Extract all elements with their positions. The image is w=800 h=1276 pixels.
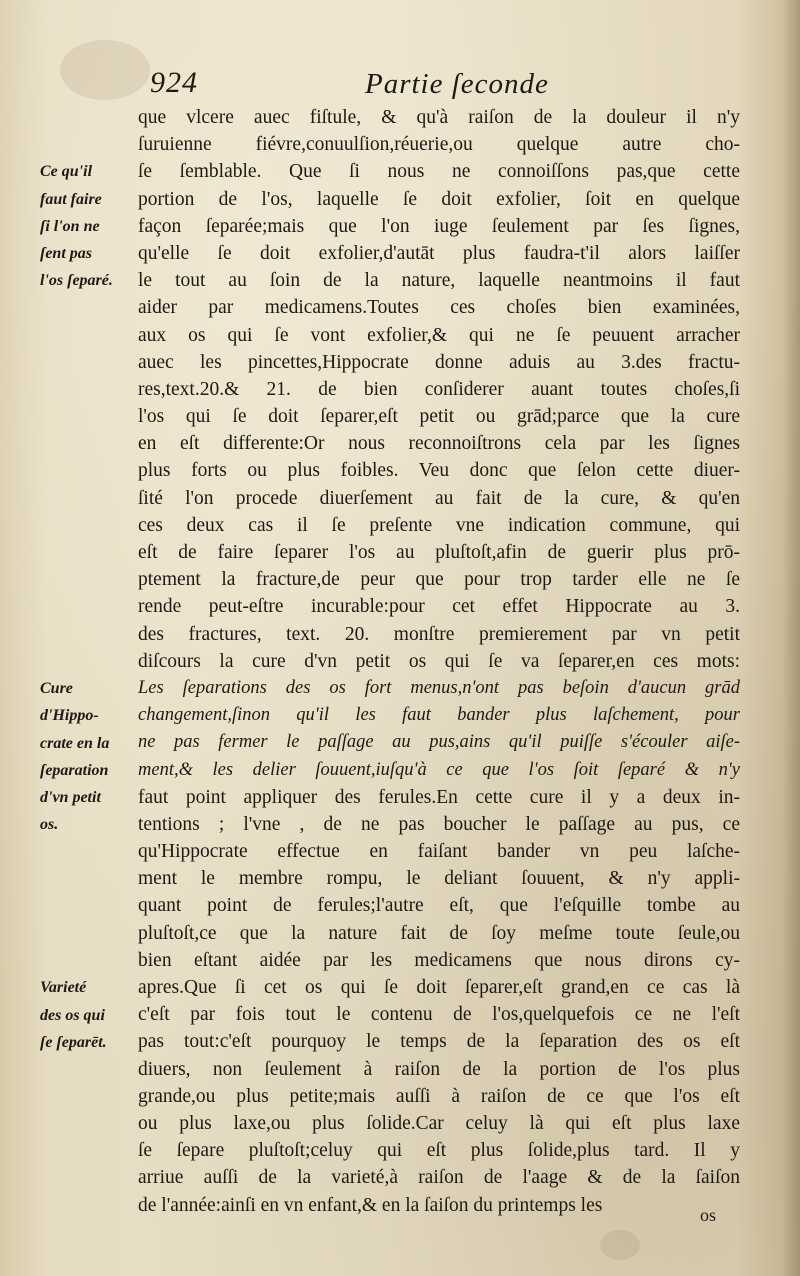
text-line: le tout au ſoin de la nature, laquelle neantmoins il faut bbox=[138, 270, 740, 292]
text-line: ſuruienne fiévre,conuulſion,réuerie,ou quelque autre cho- bbox=[138, 134, 740, 156]
text-line: arriue auſſi de la varieté,à raiſon de l'aage & de la ſaiſon bbox=[138, 1167, 740, 1189]
text-line: apres.Que ſi cet os qui ſe doit ſeparer,eſt grand,en ce cas là bbox=[138, 977, 740, 998]
margin-note-line: ſent pas bbox=[40, 244, 92, 262]
text-line: ment,& les delier ſouuent,iuſqu'à ce que l'os ſoit ſeparé & n'y bbox=[138, 759, 740, 780]
text-line: ne pas fermer le paſſage au pus,ains qu'il puiſſe s'écouler aiſe- bbox=[138, 732, 740, 753]
text-line: res,text.20.& 21. de bien conſiderer auant toutes choſes,ſi bbox=[138, 378, 740, 400]
text-line: aider par medicamens.Toutes ces choſes bien examinées, bbox=[138, 297, 740, 319]
text-line: tentions ; l'vne , de ne pas boucher le paſſage au pus, ce bbox=[138, 813, 740, 835]
text-line: ces deux cas il ſe preſente vne indication commune, qui bbox=[138, 514, 740, 536]
text-line: eſt de faire ſeparer l'os au pluſtoſt,afin de guerir plus prō- bbox=[138, 542, 740, 563]
text-line: rende peut-eſtre incurable:pour cet effet Hippocrate au 3. bbox=[138, 596, 740, 618]
running-head: Partie ſeconde bbox=[365, 68, 549, 100]
text-line: plus forts ou plus foibles. Veu donc que ſelon cette diuer- bbox=[138, 460, 740, 482]
margin-note-line: Varieté bbox=[40, 979, 87, 997]
text-line: grande,ou plus petite;mais auſſi à raiſon de ce que l'os eſt bbox=[138, 1085, 740, 1107]
page-number: 924 bbox=[150, 66, 198, 99]
text-line: pas tout:c'eſt pourquoy le temps de la ſeparation des os eſt bbox=[138, 1031, 740, 1053]
margin-note-line: Ce qu'il bbox=[40, 163, 93, 181]
text-line: aux os qui ſe vont exfolier,& qui ne ſe peuuent arracher bbox=[138, 324, 740, 346]
text-line: en eſt differente:Or nous reconnoiſtrons cela par les ſignes bbox=[138, 433, 740, 455]
text-line: quant point de ferules;l'autre eſt, que l'eſquille tombe au bbox=[138, 895, 740, 917]
paper-stain bbox=[600, 1230, 640, 1260]
margin-note-line: ſe ſeparēt. bbox=[40, 1033, 107, 1051]
text-line: ment le membre rompu, le deliant ſouuent, & n'y appli- bbox=[138, 868, 740, 890]
text-line: l'os qui ſe doit ſeparer,eſt petit ou grād;parce que la cure bbox=[138, 406, 740, 428]
text-line: ſe ſepare pluſtoſt;celuy qui eſt plus ſolide,plus tard. Il y bbox=[138, 1140, 740, 1162]
margin-note-line: d'Hippo- bbox=[40, 707, 99, 725]
page-header bbox=[150, 66, 730, 106]
text-line: portion de l'os, laquelle ſe doit exfolier, ſoit en quelque bbox=[138, 188, 740, 210]
text-line: des fractures, text. 20. monſtre premierement par vn petit bbox=[138, 623, 740, 645]
margin-note-line: ſi l'on ne bbox=[40, 217, 100, 235]
text-line: ſe ſemblable. Que ſi nous ne connoiſſons pas,que cette bbox=[138, 161, 740, 183]
text-line: ou plus laxe,ou plus ſolide.Car celuy là qui eſt plus laxe bbox=[138, 1112, 740, 1134]
text-line: Les ſeparations des os fort menus,n'ont pas beſoin d'aucun grād bbox=[138, 677, 740, 698]
text-line: façon ſeparée;mais que l'on iuge ſeulement par ſes ſignes, bbox=[138, 215, 740, 237]
page-edge-shadow bbox=[782, 0, 800, 1276]
margin-note bbox=[40, 974, 136, 1056]
text-line: que vlcere auec fiſtule, & qu'à raiſon de la douleur il n'y bbox=[138, 107, 740, 128]
text-line: pluſtoſt,ce que la nature fait de ſoy meſme toute ſeule,ou bbox=[138, 922, 740, 944]
text-line: de l'année:ainſi en vn enfant,& en la ſaiſon du printemps les bbox=[138, 1194, 603, 1216]
margin-note-line: crate en la bbox=[40, 734, 110, 752]
margin-note-line: des os qui bbox=[40, 1006, 105, 1024]
text-line: ptement la fracture,de peur que pour trop tarder elle ne ſe bbox=[138, 569, 740, 591]
text-line: c'eſt par fois tout le contenu de l'os,quelquefois ce ne l'eſt bbox=[138, 1004, 740, 1026]
text-line: diſcours la cure d'vn petit os qui ſe va ſeparer,en ces mots: bbox=[138, 650, 740, 672]
text-line: bien eſtant aidée par les medicamens que nous dirons cy- bbox=[138, 949, 740, 971]
margin-note-line: os. bbox=[40, 816, 59, 834]
text-line: auec les pincettes,Hippocrate donne aduis au 3.des fractu- bbox=[138, 351, 740, 373]
margin-note-line: ſeparation bbox=[40, 761, 109, 779]
text-line: faut point appliquer des ferules.En cette cure il y a deux in- bbox=[138, 786, 740, 808]
margin-note-line: faut faire bbox=[40, 190, 102, 208]
body-text bbox=[138, 104, 740, 1219]
margin-note bbox=[40, 675, 136, 838]
margin-note bbox=[40, 158, 136, 294]
margin-note-line: Cure bbox=[40, 680, 73, 698]
text-line: qu'elle ſe doit exfolier,d'autāt plus faudra-t'il alors laiſſer bbox=[138, 242, 740, 264]
margin-note-line: d'vn petit bbox=[40, 788, 101, 806]
paper-stain bbox=[60, 40, 150, 100]
text-line: ſité l'on procede diuerſement au fait de la cure, & qu'en bbox=[138, 487, 740, 509]
text-line: qu'Hippocrate effectue en faiſant bander vn peu laſche- bbox=[138, 841, 740, 863]
text-line: changement,ſinon qu'il les faut bander plus laſchement, pour bbox=[138, 705, 740, 726]
margin-note-line: l'os ſeparé. bbox=[40, 272, 113, 290]
text-line: diuers, non ſeulement à raiſon de la portion de l'os plus bbox=[138, 1058, 740, 1080]
catchword: os bbox=[700, 1205, 717, 1225]
